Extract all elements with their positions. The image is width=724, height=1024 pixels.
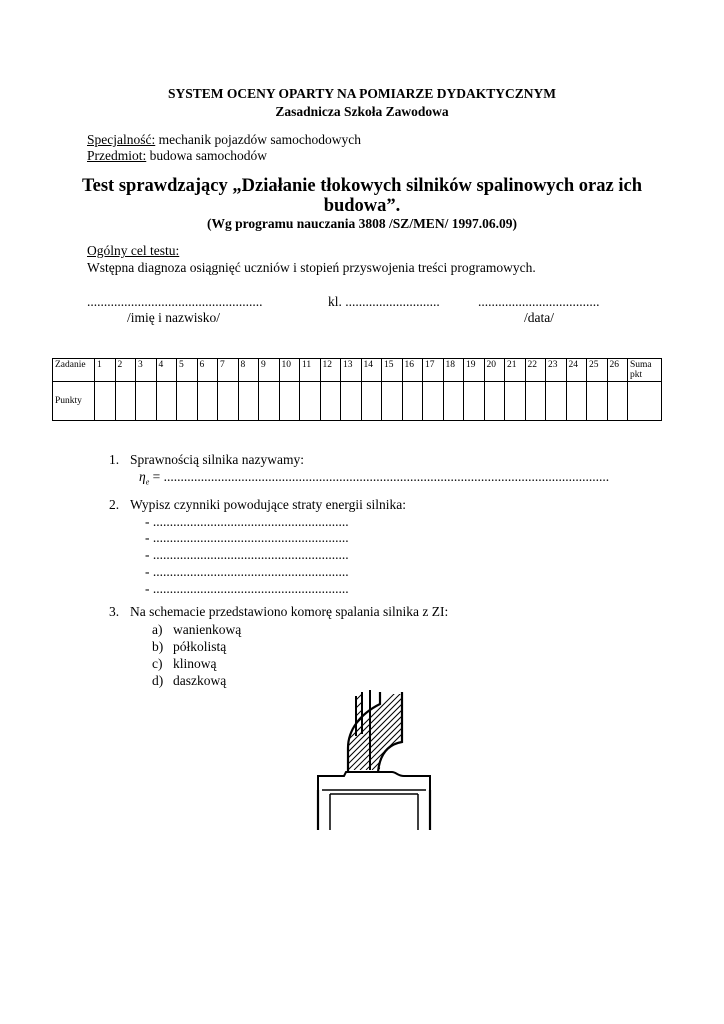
q3-option-d[interactable] [152,673,227,689]
points-cell[interactable] [136,382,157,421]
specialty-label: Specjalność: [87,132,156,147]
task-number-cell: 10 [279,359,300,382]
option-letter: b) [152,639,164,654]
task-number-cell: 1 [95,359,116,382]
points-cell[interactable] [238,382,259,421]
option-letter: a) [152,622,163,637]
task-number-cell: 16 [402,359,423,382]
points-cell[interactable] [423,382,444,421]
points-cell[interactable] [361,382,382,421]
subject-value: budowa samochodów [146,148,267,163]
specialty-value: mechanik pojazdów samochodowych [155,132,362,147]
option-letter: d) [152,673,164,688]
goal-label: Ogólny cel testu: [87,243,180,258]
task-number-cell: 14 [361,359,382,382]
option-letter: c) [152,656,163,671]
q1-text: Sprawnością silnika nazywamy: [130,452,304,467]
task-number-cell: 2 [115,359,136,382]
task-number-cell: 9 [259,359,280,382]
task-number-cell: 7 [218,359,239,382]
name-caption: /imię i nazwisko/ [127,310,220,325]
points-cell[interactable] [300,382,321,421]
points-cell[interactable] [95,382,116,421]
points-cell[interactable] [115,382,136,421]
task-number-row [53,359,662,382]
points-header-cell: Punkty [53,382,95,421]
class-field[interactable]: kl. ............................ [328,294,440,309]
task-number-cell: 8 [238,359,259,382]
task-number-cell: 4 [156,359,177,382]
option-text: klinową [173,656,217,671]
task-number-cell: 11 [300,359,321,382]
q3-option-a[interactable] [152,622,242,638]
points-cell[interactable] [320,382,341,421]
date-caption: /data/ [524,310,554,325]
q1-answer-dots: = .................................................................................................................................... [149,469,610,484]
q3-option-b[interactable] [152,639,227,655]
points-cell[interactable] [382,382,403,421]
date-field[interactable]: .................................... [478,294,600,309]
eta-subscript: e [145,477,150,487]
q2-number: 2. [109,497,120,512]
q3-text: Na schemacie przedstawiono komorę spalania silnika z ZI: [130,604,449,619]
q1-answer-line[interactable] [139,469,609,487]
header-line-1: SYSTEM OCENY OPARTY NA POMIARZE DYDAKTYCZNYM [168,86,556,101]
task-number-cell: 21 [505,359,526,382]
specialty-line [87,132,361,148]
points-cell[interactable] [443,382,464,421]
task-number-cell: 18 [443,359,464,382]
q2-text: Wypisz czynniki powodujące straty energii silnika: [130,497,406,512]
points-cell[interactable] [218,382,239,421]
points-cell[interactable] [197,382,218,421]
q1-number: 1. [109,452,120,467]
name-field[interactable]: .................................................... [87,294,263,309]
option-text: półkolistą [173,639,227,654]
option-text: daszkową [173,673,227,688]
points-cell[interactable] [566,382,587,421]
task-number-cell: 23 [546,359,567,382]
q2-answer-line[interactable]: - .......................................................... [145,547,349,562]
task-number-cell: 20 [484,359,505,382]
points-cell[interactable] [464,382,485,421]
header-line-2: Zasadnicza Szkoła Zawodowa [275,104,449,119]
score-table [52,358,662,421]
goal-text: Wstępna diagnoza osiągnięć uczniów i stopień przyswojenia treści programowych. [87,260,536,275]
task-number-cell: 6 [197,359,218,382]
q3-number: 3. [109,604,120,619]
task-header-cell: Zadanie [53,359,95,382]
task-number-cell: 5 [177,359,198,382]
sum-header-cell: Suma pkt [628,359,662,382]
points-cell[interactable] [279,382,300,421]
points-cell[interactable] [177,382,198,421]
task-number-cell: 26 [607,359,628,382]
subject-label: Przedmiot: [87,148,147,163]
q2-answer-line[interactable]: - .......................................................... [145,514,349,529]
points-cell[interactable] [402,382,423,421]
task-number-cell: 13 [341,359,362,382]
points-cell[interactable] [587,382,608,421]
subject-line [87,148,267,164]
task-number-cell: 17 [423,359,444,382]
sum-cell[interactable] [628,382,662,421]
points-cell[interactable] [546,382,567,421]
q2-answer-line[interactable]: - .......................................................... [145,581,349,596]
q2-answer-line[interactable]: - .......................................................... [145,530,349,545]
eta-symbol: η [139,469,146,484]
points-cell[interactable] [525,382,546,421]
test-title: Test sprawdzający „Działanie tłokowych silników spalinowych oraz ich budowa”. [82,176,642,216]
points-row [53,382,662,421]
task-number-cell: 22 [525,359,546,382]
q3-option-c[interactable] [152,656,217,672]
task-number-cell: 3 [136,359,157,382]
task-number-cell: 19 [464,359,485,382]
points-cell[interactable] [156,382,177,421]
task-number-cell: 15 [382,359,403,382]
points-cell[interactable] [607,382,628,421]
test-subtitle: (Wg programu nauczania 3808 /SZ/MEN/ 1997.06.09) [207,216,517,231]
option-text: wanienkową [173,622,242,637]
task-number-cell: 24 [566,359,587,382]
combustion-chamber-drawing-icon [300,690,440,840]
points-cell[interactable] [484,382,505,421]
q2-answer-line[interactable]: - .......................................................... [145,564,349,579]
points-cell[interactable] [259,382,280,421]
points-cell[interactable] [505,382,526,421]
task-number-cell: 25 [587,359,608,382]
points-cell[interactable] [341,382,362,421]
task-number-cell: 12 [320,359,341,382]
